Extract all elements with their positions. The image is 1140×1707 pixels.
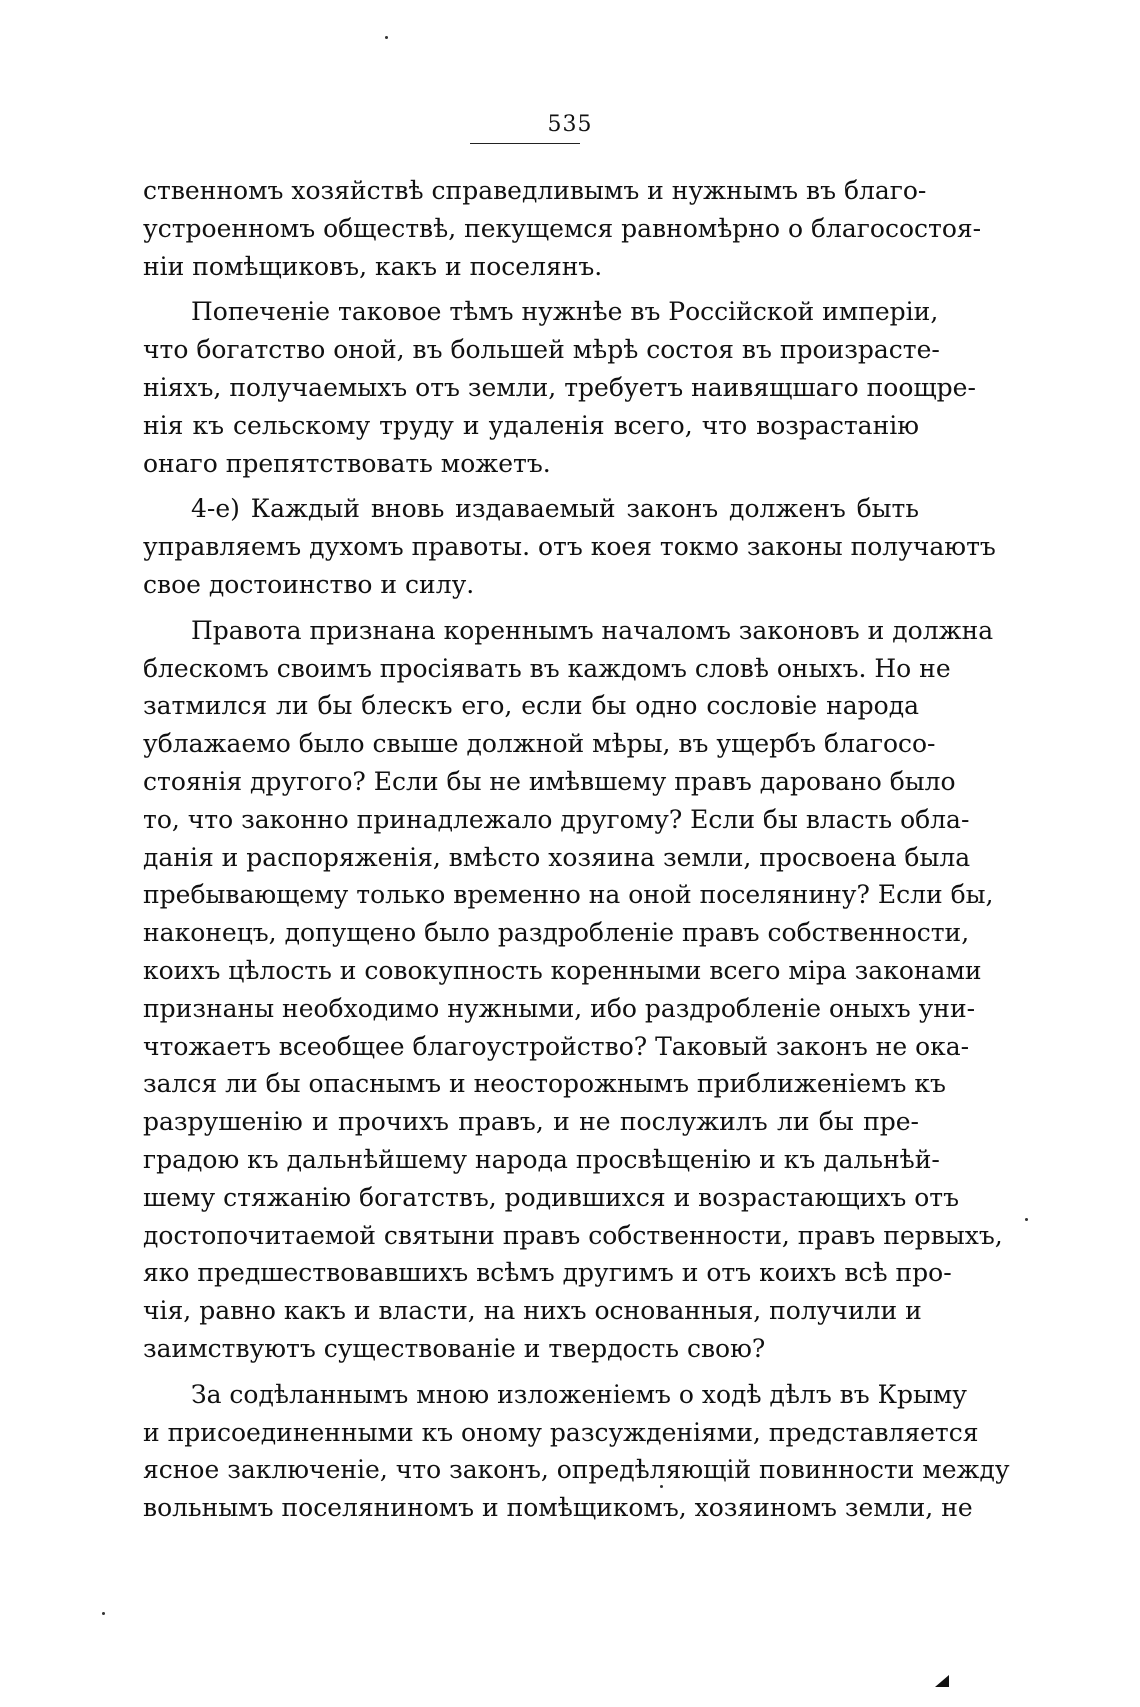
text-line: ясное заключеніе, что законъ, опредѣляющій повинности между <box>143 1455 1010 1485</box>
text-line: ніяхъ, получаемыхъ отъ земли, требуетъ наивящшаго поощре- <box>143 372 976 402</box>
text-line: наконецъ, допущено было раздробленіе правъ собственности, <box>143 918 970 948</box>
text-line: 4-е) Каждый вновь издаваемый законъ долженъ быть <box>191 494 919 524</box>
text-line: ублажаемо было свыше должной мѣры, въ ущербъ благосо- <box>143 729 936 759</box>
text-line: пребывающему только временно на оной поселянину? Если бы, <box>143 880 994 910</box>
text-line: разрушенію и прочихъ правъ, и не послужилъ ли бы пре- <box>143 1107 919 1137</box>
text-line: Правота признана кореннымъ началомъ законовъ и должна <box>191 615 994 645</box>
scan-speck <box>1025 1218 1028 1221</box>
text-line: нія къ сельскому труду и удаленія всего, что возрастанію <box>143 410 919 440</box>
text-line: чтожаетъ всеобщее благоустройство? Таковый законъ не ока- <box>143 1031 970 1061</box>
text-line: свое достоинство и силу. <box>143 569 475 599</box>
text-line: шему стяжанію богатствъ, родившихся и возрастающихъ отъ <box>143 1182 959 1212</box>
paragraph <box>143 293 976 482</box>
page-number-rule <box>470 143 580 144</box>
text-line: яко предшествовавшихъ всѣмъ другимъ и отъ коихъ всѣ про- <box>143 1258 952 1288</box>
text-line: и присоединенными къ оному разсужденіями, представляется <box>143 1417 979 1447</box>
text-line: заимствуютъ существованіе и твердость свою? <box>143 1333 766 1363</box>
paragraph <box>143 1376 1010 1527</box>
text-line: устроенномъ обществѣ, пекущемся равномѣрно о благосостоя- <box>143 213 982 243</box>
page-number: 535 <box>547 112 593 137</box>
text-line: признаны необходимо нужными, ибо раздробленіе оныхъ уни- <box>143 993 976 1023</box>
paragraph <box>143 172 982 285</box>
text-line: что богатство оной, въ большей мѣрѣ состоя въ произрасте- <box>143 335 940 365</box>
text-line: Попеченіе таковое тѣмъ нужнѣе въ Россійской имперіи, <box>191 297 939 327</box>
text-line: то, что законно принадлежало другому? Если бы власть обла- <box>143 804 970 834</box>
text-line: онаго препятствовать можетъ. <box>143 448 551 478</box>
text-line: зался ли бы опаснымъ и неосторожнымъ приближеніемъ къ <box>143 1069 946 1099</box>
paragraph <box>143 490 996 603</box>
scan-speck <box>385 36 388 39</box>
paragraph <box>143 612 1003 1368</box>
text-line: достопочитаемой святыни правъ собственности, правъ первыхъ, <box>143 1220 1003 1250</box>
text-line: управляемъ духомъ правоты. отъ коея токмо законы получаютъ <box>143 532 996 562</box>
scan-speck <box>102 1612 105 1615</box>
text-line: вольнымъ поселяниномъ и помѣщикомъ, хозяиномъ земли, не <box>143 1493 973 1523</box>
body-text <box>143 172 1010 1535</box>
text-line: градою къ дальнѣйшему народа просвѣщенію и къ дальнѣй- <box>143 1144 940 1174</box>
text-line: данія и распоряженія, вмѣсто хозяина земли, просвоена была <box>143 842 971 872</box>
text-line: стоянія другого? Если бы не имѣвшему правъ даровано было <box>143 766 956 796</box>
corner-mark <box>935 1675 949 1687</box>
text-line: чія, равно какъ и власти, на нихъ основанныя, получили и <box>143 1296 922 1326</box>
scan-speck <box>660 1485 663 1488</box>
text-line: коихъ цѣлость и совокупность коренными всего міра законами <box>143 955 982 985</box>
text-line: ственномъ хозяйствѣ справедливымъ и нужнымъ въ благо- <box>143 176 927 205</box>
text-line: затмился ли бы блескъ его, если бы одно сословіе народа <box>143 691 919 721</box>
text-line: блескомъ своимъ просіявать въ каждомъ словѣ оныхъ. Но не <box>143 653 951 683</box>
text-line: За содѣланнымъ мною изложеніемъ о ходѣ дѣлъ въ Крыму <box>191 1379 968 1409</box>
text-line: ніи помѣщиковъ, какъ и поселянъ. <box>143 251 603 281</box>
